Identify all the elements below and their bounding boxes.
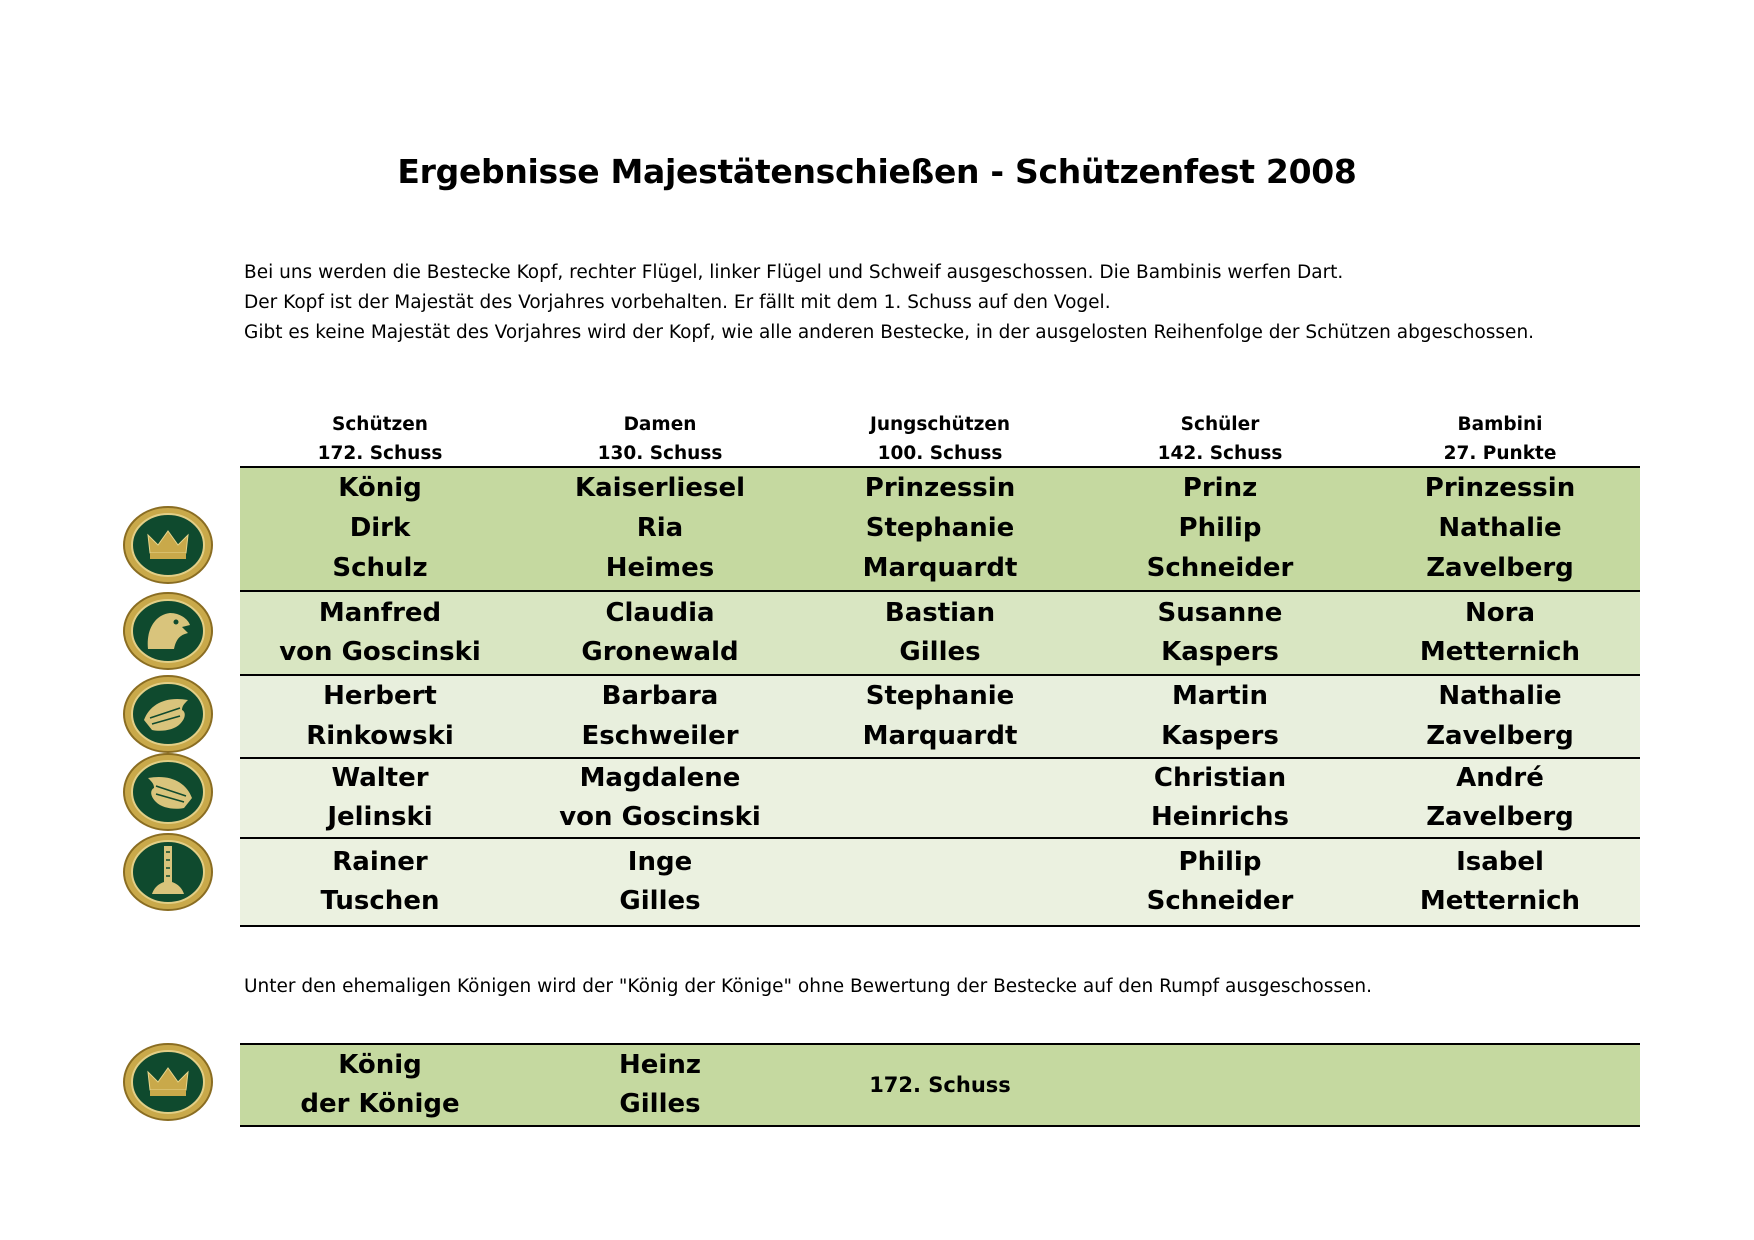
table-row <box>240 839 1640 927</box>
column-header-jungschuetzen <box>800 410 1080 468</box>
cell-line: Isabel <box>1456 846 1544 877</box>
cell-line: Kaspers <box>1161 720 1279 751</box>
cell-line: Barbara <box>601 681 719 711</box>
right-wing-badge-icon <box>122 674 214 754</box>
cell-line: Nora <box>1465 597 1535 628</box>
column-shot: 142. Schuss <box>1157 443 1283 464</box>
table-row <box>240 759 1640 839</box>
cell-line: Christian <box>1153 762 1287 793</box>
table-cell <box>240 468 520 590</box>
empty-cell <box>1080 1045 1360 1125</box>
king-title-line: König <box>338 1050 422 1080</box>
table-cell <box>520 592 800 674</box>
table-cell <box>1360 592 1640 674</box>
table-cell <box>800 676 1080 757</box>
intro-text <box>244 258 1644 348</box>
tail-badge-icon <box>122 832 214 912</box>
cell-line: Tuschen <box>320 886 440 916</box>
cell-line: Kaspers <box>1161 637 1279 667</box>
table-row <box>240 676 1640 759</box>
table-row <box>240 468 1640 592</box>
cell-line: Martin <box>1171 681 1269 711</box>
table-cell <box>1360 676 1640 757</box>
cell-line: Nathalie <box>1438 513 1562 543</box>
column-shot: 27. Punkte <box>1443 443 1557 464</box>
table-row <box>240 592 1640 676</box>
cell-line: Heinrichs <box>1151 802 1289 832</box>
table-cell <box>1080 759 1360 837</box>
cell-line: von Goscinski <box>279 637 481 667</box>
king-of-kings-note: Unter den ehemaligen Königen wird der "König der Könige" ohne Bewertung der Bestecke auf den Rumpf ausgeschossen. <box>244 976 1372 997</box>
cell-line: Zavelberg <box>1426 553 1574 583</box>
eagle-head-badge-icon <box>122 591 214 671</box>
king-name-line: Gilles <box>619 1089 701 1119</box>
column-name: Jungschützen <box>869 414 1011 435</box>
cell-line: Walter <box>331 762 429 793</box>
table-cell <box>520 759 800 837</box>
cell-line: Metternich <box>1419 637 1581 667</box>
cell-line: Philip <box>1178 513 1262 543</box>
column-shot: 100. Schuss <box>877 443 1003 464</box>
king-of-kings-table <box>240 1043 1640 1127</box>
table-cell <box>240 592 520 674</box>
cell-line: von Goscinski <box>559 802 761 832</box>
cell-line: Prinzessin <box>864 473 1016 503</box>
cell-line: Marquardt <box>862 720 1018 751</box>
king-name-line: Heinz <box>619 1050 701 1080</box>
table-cell <box>800 468 1080 590</box>
cell-line: Magdalene <box>579 762 741 793</box>
cell-line: Bastian <box>884 597 996 628</box>
cell-line: Prinz <box>1182 473 1258 503</box>
cell-line: Gronewald <box>581 637 739 667</box>
cell-line: Zavelberg <box>1426 802 1574 832</box>
table-cell <box>1080 676 1360 757</box>
left-wing-badge-icon <box>122 752 214 832</box>
table-cell <box>1080 592 1360 674</box>
cell-line: Nathalie <box>1438 681 1562 711</box>
cell-line: Manfred <box>318 597 442 628</box>
crown-badge-icon <box>122 505 214 585</box>
cell-line: Rinkowski <box>306 720 454 751</box>
table-cell <box>520 468 800 590</box>
column-header-damen <box>520 410 800 468</box>
cell-line: Rainer <box>332 846 428 877</box>
column-shot: 172. Schuss <box>317 443 443 464</box>
cell-line: Heimes <box>605 553 715 583</box>
table-cell <box>1360 468 1640 590</box>
cell-line: Metternich <box>1419 886 1581 916</box>
table-cell <box>240 839 520 925</box>
cell-line: Ria <box>636 513 684 543</box>
cell-line: König <box>338 473 422 503</box>
cell-line: Susanne <box>1157 597 1283 628</box>
crown-badge-icon <box>122 1042 214 1122</box>
cell-line: Zavelberg <box>1426 720 1574 751</box>
king-name-cell <box>520 1045 800 1125</box>
table-cell <box>1360 759 1640 837</box>
cell-line: Herbert <box>323 681 437 711</box>
king-title-cell <box>240 1045 520 1125</box>
table-cell <box>240 676 520 757</box>
table-cell <box>800 839 1080 925</box>
king-shot-cell <box>800 1045 1080 1125</box>
cell-line: Stephanie <box>865 681 1015 711</box>
results-table <box>240 466 1640 927</box>
cell-line: Schulz <box>332 553 428 583</box>
column-header-bambini <box>1360 410 1640 468</box>
cell-line: Claudia <box>605 597 715 628</box>
table-cell <box>800 592 1080 674</box>
table-cell <box>1360 839 1640 925</box>
empty-cell <box>1360 1045 1640 1125</box>
cell-line: André <box>1456 762 1544 793</box>
cell-line: Gilles <box>619 886 701 916</box>
cell-line: Marquardt <box>862 553 1018 583</box>
cell-line: Inge <box>627 846 693 877</box>
page-title: Ergebnisse Majestätenschießen - Schützenfest 2008 <box>397 152 1357 191</box>
cell-line: Schneider <box>1146 553 1294 583</box>
cell-line: Dirk <box>349 513 411 543</box>
cell-line: Eschweiler <box>581 720 739 751</box>
king-shot: 172. Schuss <box>869 1072 1011 1097</box>
intro-line: Der Kopf ist der Majestät des Vorjahres vorbehalten. Er fällt mit dem 1. Schuss auf den Vogel. <box>244 292 1111 313</box>
cell-line: Kaiserliesel <box>574 473 745 503</box>
table-cell <box>1080 839 1360 925</box>
column-shot: 130. Schuss <box>597 443 723 464</box>
column-name: Damen <box>623 414 697 435</box>
table-cell <box>800 759 1080 837</box>
cell-line: Stephanie <box>865 513 1015 543</box>
cell-line: Philip <box>1178 846 1262 877</box>
cell-line: Gilles <box>899 637 981 667</box>
cell-line: Jelinski <box>327 802 433 832</box>
cell-line: Prinzessin <box>1424 473 1576 503</box>
king-title-line: der Könige <box>300 1089 460 1119</box>
table-cell <box>1080 468 1360 590</box>
column-header-schuetzen <box>240 410 520 468</box>
column-name: Schützen <box>332 414 428 435</box>
intro-line: Gibt es keine Majestät des Vorjahres wird der Kopf, wie alle anderen Bestecke, in der ausgelosten Reihenfolge der Schützen abgeschossen. <box>244 322 1535 343</box>
intro-line: Bei uns werden die Bestecke Kopf, rechter Flügel, linker Flügel und Schweif ausgeschossen. Die Bambinis werfen Dart. <box>244 262 1344 283</box>
column-header-schueler <box>1080 410 1360 468</box>
column-name: Schüler <box>1180 414 1260 435</box>
column-headers <box>240 410 1640 468</box>
table-cell <box>520 676 800 757</box>
table-cell <box>520 839 800 925</box>
table-cell <box>240 759 520 837</box>
cell-line: Schneider <box>1146 886 1294 916</box>
column-name: Bambini <box>1457 414 1543 435</box>
